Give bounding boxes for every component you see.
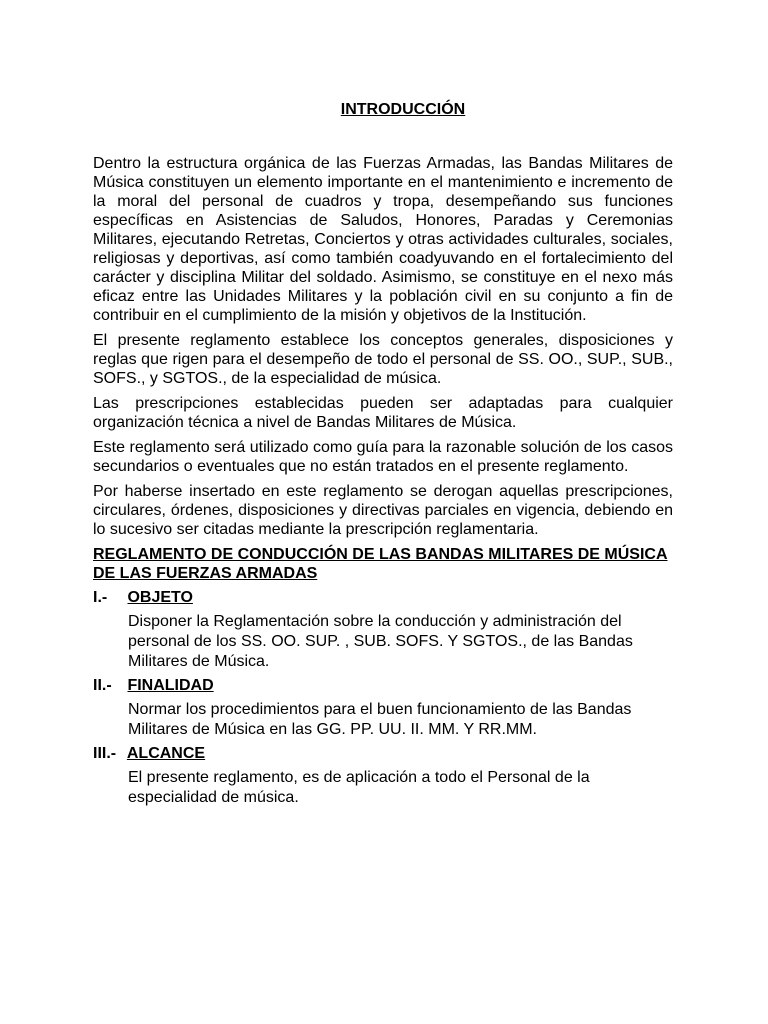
- section-label: FINALIDAD: [127, 677, 214, 694]
- section-heading: [93, 676, 673, 696]
- intro-paragraph-1: Dentro la estructura orgánica de las Fuerzas Armadas, las Bandas Militares de Música constituyen un elemento importante en el mantenimiento e incremento de la moral del personal de cuadros y tropa, desempeñando sus funciones específicas en Asistencias de Saludos, Honores, Paradas y Ceremonias Militares, ejecutando Retretas, Conciertos y otras actividades culturales, sociales, religiosas y deportivas, así como también coadyuvando en el fortalecimiento del carácter y disciplina Militar del soldado. Asimismo, se constituye en el nexo más eficaz entre las Unidades Militares y la población civil en su conjunto a fin de contribuir en el cumplimiento de la misión y objetivos de la Institución.: [93, 155, 673, 324]
- document-title: INTRODUCCIÓN: [340, 101, 466, 118]
- section-alcance: [93, 744, 673, 808]
- section-body: Disponer la Reglamentación sobre la conducción y administración del personal de los SS. OO. SUP. , SUB. SOFS. Y SGTOS., de las Bandas Militares de Música.: [128, 613, 633, 670]
- section-number: II.-: [93, 677, 112, 694]
- section-body: El presente reglamento, es de aplicación a todo el Personal de la especialidad de música.: [128, 769, 590, 806]
- section-heading: [93, 588, 673, 608]
- section-label: ALCANCE: [126, 745, 206, 762]
- intro-paragraph-3: Las prescripciones establecidas pueden ser adaptadas para cualquier organización técnica a nivel de Bandas Militares de Música.: [93, 395, 673, 431]
- section-number: I.-: [93, 589, 108, 606]
- section-heading: [93, 744, 673, 764]
- section-objeto: [93, 588, 673, 672]
- regulation-title: REGLAMENTO DE CONDUCCIÓN DE LAS BANDAS MILITARES DE MÚSICA DE LAS FUERZAS ARMADAS: [93, 546, 668, 582]
- section-number: III.-: [93, 745, 117, 762]
- section-finalidad: [93, 676, 673, 740]
- section-label: OBJETO: [127, 589, 193, 606]
- intro-paragraph-2: El presente reglamento establece los conceptos generales, disposiciones y reglas que rigen para el desempeño de todo el personal de SS. OO., SUP., SUB., SOFS., y SGTOS., de la especialidad de música.: [93, 332, 673, 387]
- intro-paragraph-5: Por haberse insertado en este reglamento se derogan aquellas prescripciones, circulares, órdenes, disposiciones y directivas parciales en vigencia, debiendo en lo sucesivo ser citadas mediante la prescripción reglamentaria.: [93, 483, 673, 538]
- section-body: Normar los procedimientos para el buen funcionamiento de las Bandas Militares de Música en las GG. PP. UU. II. MM. Y RR.MM.: [128, 701, 632, 738]
- intro-paragraph-4: Este reglamento será utilizado como guía para la razonable solución de los casos secundarios o eventuales que no están tratados en el presente reglamento.: [93, 439, 673, 475]
- document-page: [93, 100, 673, 812]
